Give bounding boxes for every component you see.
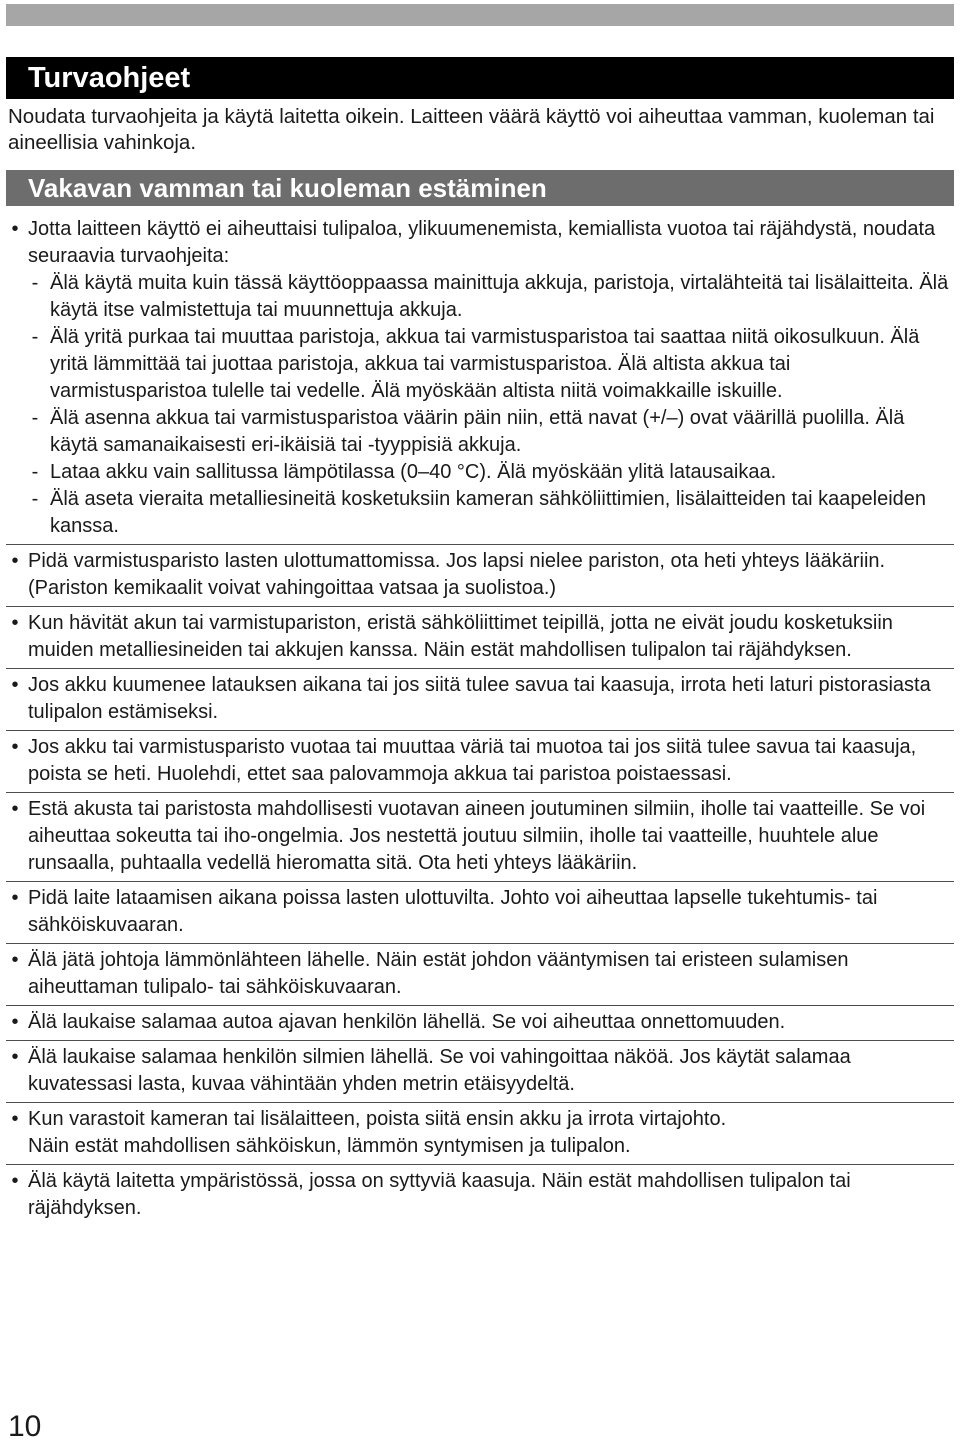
bullet-icon: • bbox=[11, 674, 19, 696]
bullet-icon: • bbox=[11, 887, 19, 909]
dash-icon: - bbox=[31, 461, 39, 483]
intro-text: Noudata turvaohjeita ja käytä laitetta oikein. Laitteen väärä käyttö voi aiheuttaa vamman, kuoleman tai aineellisia vahinkoja. bbox=[8, 105, 935, 154]
sub-list-item bbox=[28, 270, 950, 324]
sub-list-item bbox=[28, 486, 950, 540]
section-title: Vakavan vamman tai kuoleman estäminen bbox=[6, 170, 954, 206]
bullet-icon: • bbox=[11, 798, 19, 820]
list-item-text: Jotta laitteen käyttö ei aiheuttaisi tulipaloa, ylikuumenemista, kemiallista vuotoa tai räjähdystä, noudata seuraavia turvaohjeita: bbox=[28, 218, 936, 267]
bullet-icon: • bbox=[11, 1170, 19, 1192]
sub-list-item bbox=[28, 324, 950, 405]
page-title: Turvaohjeet bbox=[6, 57, 954, 99]
dash-icon: - bbox=[31, 326, 39, 348]
header-band bbox=[6, 4, 954, 26]
list-item bbox=[6, 545, 954, 607]
sub-list-item-text: Älä asenna akkua tai varmistusparistoa väärin päin niin, että navat (+/–) ovat väärillä puolilla. Älä käytä samanaikaisesti eri-ikäisiä tai -tyyppisiä akkuja. bbox=[50, 407, 905, 456]
list-item-text: Kun varastoit kameran tai lisälaitteen, poista siitä ensin akku ja irrota virtajohto. bbox=[28, 1108, 727, 1130]
bullet-icon: • bbox=[11, 736, 19, 758]
list-item bbox=[6, 607, 954, 669]
list-item-text: Älä jätä johtoja lämmönlähteen lähelle. Näin estät johdon vääntymisen tai eristeen sulamisen aiheuttaman tulipalo- tai sähköiskuvaaran. bbox=[28, 949, 849, 998]
list-item bbox=[6, 1041, 954, 1103]
bullet-icon: • bbox=[11, 550, 19, 572]
sub-list-item bbox=[28, 405, 950, 459]
list-item bbox=[6, 731, 954, 793]
list-item bbox=[6, 793, 954, 882]
sub-list-item bbox=[28, 459, 950, 486]
sub-list-item-text: Älä aseta vieraita metalliesineitä kosketuksiin kameran sähköliittimien, lisälaitteiden tai kaapeleiden kanssa. bbox=[50, 488, 927, 537]
list-item bbox=[6, 669, 954, 731]
list-item bbox=[6, 1006, 954, 1041]
list-item-text: Estä akusta tai paristosta mahdollisesti vuotavan aineen joutuminen silmiin, iholle tai vaatteille. Se voi aiheuttaa sokeutta tai iho-ongelmia. Jos nestettä joutuu silmiin, iholle tai vaatteille, huuhtele alue runsaalla, puhtaalla vedellä hieromatta sitä. Ota heti yhteys lääkäriin. bbox=[28, 798, 926, 874]
list-item-text: Älä laukaise salamaa autoa ajavan henkilön lähellä. Se voi aiheuttaa onnettomuuden. bbox=[28, 1011, 786, 1033]
dash-icon: - bbox=[31, 272, 39, 294]
warning-list bbox=[6, 213, 954, 1226]
list-item-text: Kun hävität akun tai varmistupariston, eristä sähköliittimet teipillä, jotta ne eivät joudu kosketuksiin muiden metalliesineiden tai akkujen kanssa. Näin estät mahdollisen tulipalon tai räjähdyksen. bbox=[28, 612, 893, 661]
bullet-icon: • bbox=[11, 612, 19, 634]
bullet-icon: • bbox=[11, 1011, 19, 1033]
sub-list-item-text: Lataa akku vain sallitussa lämpötilassa (0–40 °C). Älä myöskään ylitä latausaikaa. bbox=[50, 461, 777, 483]
sub-list-item-text: Älä yritä purkaa tai muuttaa paristoja, akkua tai varmistusparistoa tai saattaa niitä oikosulkuun. Älä yritä lämmittää tai juottaa paristoja, akkua tai varmistusparistoa. Älä altista akkua tai varmistusparistoa tulelle tai vedelle. Älä myöskään altista niitä voimakkaille iskuille. bbox=[50, 326, 920, 402]
list-item bbox=[6, 882, 954, 944]
list-item-text: Jos akku tai varmistusparisto vuotaa tai muuttaa väriä tai muotoa tai jos siitä tulee savua tai kaasuja, poista se heti. Huolehdi, ettet saa palovammoja akkua tai paristoa poistaessasi. bbox=[28, 736, 917, 785]
bullet-icon: • bbox=[11, 1046, 19, 1068]
list-item bbox=[6, 944, 954, 1006]
bullet-icon: • bbox=[11, 1108, 19, 1130]
list-item-text: Älä käytä laitetta ympäristössä, jossa on syttyviä kaasuja. Näin estät mahdollisen tulipalon tai räjähdyksen. bbox=[28, 1170, 851, 1219]
page-number: 10 bbox=[8, 1410, 42, 1443]
list-item-text: Älä laukaise salamaa henkilön silmien lähellä. Se voi vahingoittaa näköä. Jos käytät salamaa kuvatessasi lasta, kuvaa vähintään yhden metrin etäisyydeltä. bbox=[28, 1046, 851, 1095]
list-item bbox=[6, 1103, 954, 1165]
sub-list-item-text: Älä käytä muita kuin tässä käyttöoppaassa mainittuja akkuja, paristoja, virtalähteitä tai lisälaitteita. Älä käytä itse valmistettuja tai muunnettuja akkuja. bbox=[50, 272, 949, 321]
bullet-icon: • bbox=[11, 949, 19, 971]
dash-icon: - bbox=[31, 488, 39, 510]
list-item-text: Näin estät mahdollisen sähköiskun, lämmön syntymisen ja tulipalon. bbox=[28, 1135, 631, 1157]
list-item bbox=[6, 1165, 954, 1226]
list-item-text: Pidä varmistusparisto lasten ulottumattomissa. Jos lapsi nielee pariston, ota heti yhteys lääkäriin. (Pariston kemikaalit voivat vahingoittaa vatsaa ja suolistoa.) bbox=[28, 550, 886, 599]
list-item-text: Pidä laite lataamisen aikana poissa lasten ulottuvilta. Johto voi aiheuttaa lapselle tukehtumis- tai sähköiskuvaaran. bbox=[28, 887, 878, 936]
list-item-text: Jos akku kuumenee latauksen aikana tai jos siitä tulee savua tai kaasuja, irrota heti laturi pistorasiasta tulipalon estämiseksi. bbox=[28, 674, 931, 723]
dash-icon: - bbox=[31, 407, 39, 429]
bullet-icon: • bbox=[11, 218, 19, 240]
list-item bbox=[6, 213, 954, 545]
